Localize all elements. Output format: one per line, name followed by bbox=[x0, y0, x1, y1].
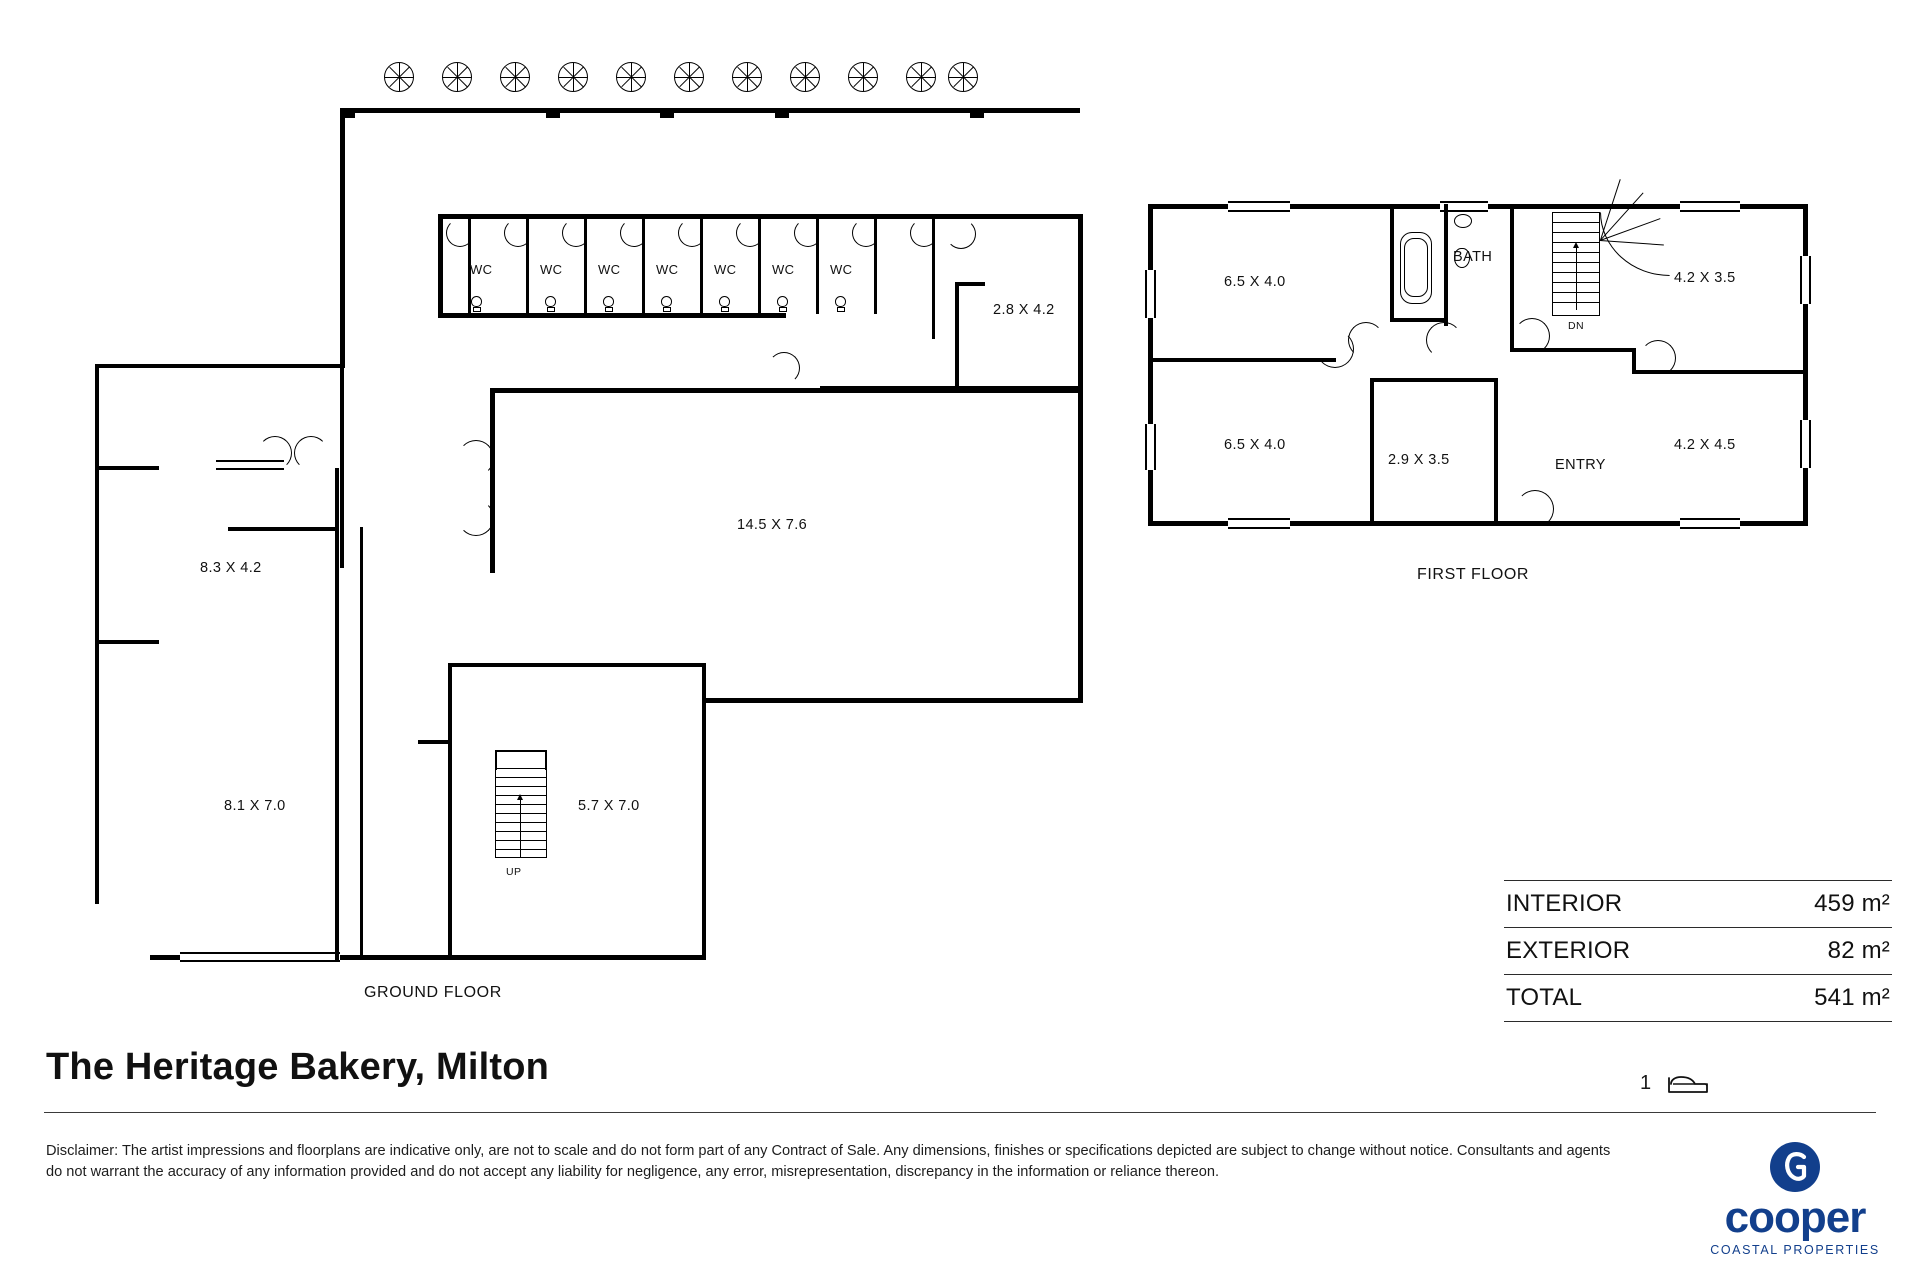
exterior-wall bbox=[706, 698, 1083, 703]
wc-block-wall bbox=[438, 214, 443, 318]
basin-icon bbox=[1454, 214, 1472, 228]
door-arc bbox=[446, 219, 474, 247]
roof-vent-icon bbox=[442, 62, 472, 92]
toilet-icon bbox=[718, 296, 731, 313]
room-label: 8.1 X 7.0 bbox=[224, 798, 286, 814]
stair-direction-line bbox=[520, 800, 521, 858]
first-floor-plan bbox=[1120, 0, 1920, 600]
stair-winder bbox=[495, 750, 547, 752]
wc-block-wall bbox=[1078, 214, 1083, 390]
interior-wall bbox=[490, 388, 1083, 393]
room-label: ENTRY bbox=[1555, 457, 1606, 473]
brand-logo bbox=[1700, 1140, 1890, 1257]
roof-vent-icon bbox=[848, 62, 878, 92]
window bbox=[1145, 424, 1156, 470]
roof-vent-icon bbox=[616, 62, 646, 92]
roof-vent-icon bbox=[948, 62, 978, 92]
interior-wall bbox=[1494, 378, 1498, 526]
hall-curve bbox=[1348, 322, 1384, 358]
bed-icon bbox=[1665, 1068, 1711, 1098]
stair-direction-arrow bbox=[517, 794, 523, 800]
room-label: 14.5 X 7.6 bbox=[737, 517, 808, 533]
exterior-wall bbox=[1078, 388, 1083, 703]
door-arc bbox=[620, 219, 648, 247]
interior-wall bbox=[228, 527, 338, 531]
door-arc bbox=[768, 352, 800, 384]
room-label: WC bbox=[598, 262, 621, 277]
bedroom-count bbox=[1640, 1068, 1711, 1098]
exterior-wall bbox=[95, 644, 99, 904]
room-label: 4.2 X 3.5 bbox=[1674, 270, 1736, 286]
room-label: 5.7 X 7.0 bbox=[578, 798, 640, 814]
exterior-wall bbox=[1803, 204, 1808, 526]
toilet-icon bbox=[834, 296, 847, 313]
roof-tick bbox=[970, 108, 984, 118]
stair-winder bbox=[545, 750, 547, 770]
interior-wall bbox=[340, 368, 344, 568]
roof-vent-icon bbox=[790, 62, 820, 92]
window bbox=[180, 952, 340, 962]
roof-tick bbox=[341, 108, 355, 118]
window bbox=[1145, 270, 1156, 318]
room-label: WC bbox=[772, 262, 795, 277]
door-arc bbox=[258, 436, 292, 470]
roof-vent-icon bbox=[384, 62, 414, 92]
door-arc bbox=[504, 219, 532, 247]
window bbox=[1800, 420, 1811, 468]
area-label: TOTAL bbox=[1506, 984, 1583, 1011]
door-arc bbox=[458, 500, 494, 536]
floor-title-first: FIRST FLOOR bbox=[1417, 566, 1530, 583]
window bbox=[1228, 201, 1290, 212]
window bbox=[1800, 256, 1811, 304]
roof-vent-icon bbox=[906, 62, 936, 92]
interior-wall bbox=[1370, 378, 1374, 526]
door-arc bbox=[852, 219, 880, 247]
door-arc bbox=[910, 219, 938, 247]
exterior-wall bbox=[1148, 204, 1153, 526]
room-label: 4.2 X 4.5 bbox=[1674, 437, 1736, 453]
disclaimer-text: Disclaimer: The artist impressions and floorplans are indicative only, are not to scale and do not form part of any Contract of Sale. Any dimensions, finishes or specifications depicted are subject to change without notice. Consultants and agents do not warrant the accuracy of any information provided and do not accept any liability for negligence, any error, misrepresentation, discrepancy in the information or reliance thereon. bbox=[46, 1143, 1611, 1181]
door-arc bbox=[678, 219, 706, 247]
door-arc bbox=[736, 219, 764, 247]
interior-wall bbox=[1444, 204, 1448, 326]
interior-wall bbox=[418, 740, 452, 744]
roof-tick bbox=[775, 108, 789, 118]
area-value: 541 m² bbox=[1814, 984, 1890, 1011]
ground-floor-plan bbox=[0, 0, 1120, 1010]
interior-wall bbox=[955, 282, 959, 390]
page-title: The Heritage Bakery, Milton bbox=[46, 1046, 550, 1088]
divider bbox=[44, 1112, 1876, 1113]
area-value: 459 m² bbox=[1814, 890, 1890, 917]
door-arc bbox=[946, 219, 976, 249]
room-label: 6.5 X 4.0 bbox=[1224, 437, 1286, 453]
interior-wall bbox=[360, 527, 363, 957]
roof-vent-icon bbox=[558, 62, 588, 92]
area-label: EXTERIOR bbox=[1506, 937, 1631, 964]
interior-wall bbox=[1370, 378, 1498, 382]
toilet-icon bbox=[602, 296, 615, 313]
interior-wall bbox=[1510, 204, 1514, 352]
exterior-wall bbox=[95, 466, 99, 646]
stair-winder bbox=[495, 750, 497, 770]
interior-wall bbox=[1390, 204, 1394, 322]
door-arc bbox=[1516, 490, 1554, 528]
bathtub-icon bbox=[1400, 232, 1432, 304]
exterior-wall bbox=[448, 663, 706, 667]
roof-vent-icon bbox=[732, 62, 762, 92]
room-label: WC bbox=[470, 262, 493, 277]
room-label: 2.8 X 4.2 bbox=[993, 302, 1055, 318]
room-label: WC bbox=[540, 262, 563, 277]
area-value: 82 m² bbox=[1827, 937, 1890, 964]
area-row bbox=[1504, 928, 1892, 975]
roof-tick bbox=[660, 108, 674, 118]
interior-wall bbox=[1148, 358, 1336, 362]
window bbox=[1680, 201, 1740, 212]
bedroom-count-value: 1 bbox=[1640, 1071, 1652, 1094]
interior-wall bbox=[955, 282, 985, 286]
exterior-wall bbox=[448, 955, 706, 960]
stair-direction-arrow bbox=[1573, 242, 1579, 248]
toilet-icon bbox=[776, 296, 789, 313]
toilet-icon bbox=[660, 296, 673, 313]
door-arc bbox=[1640, 340, 1676, 376]
stair-direction-line bbox=[1576, 248, 1577, 310]
roof-vent-icon bbox=[500, 62, 530, 92]
c-monogram-icon bbox=[1768, 1140, 1822, 1194]
door-arc bbox=[294, 436, 328, 470]
stair-label: DN bbox=[1568, 320, 1584, 332]
exterior-wall bbox=[335, 468, 339, 960]
room-label: 6.5 X 4.0 bbox=[1224, 274, 1286, 290]
exterior-wall bbox=[95, 640, 159, 644]
wc-block-wall bbox=[438, 313, 786, 318]
stair-label: UP bbox=[506, 866, 522, 878]
roof-tick bbox=[546, 108, 560, 118]
area-row bbox=[1504, 880, 1892, 928]
floor-title-ground: GROUND FLOOR bbox=[364, 984, 502, 1001]
door-arc bbox=[1426, 322, 1462, 358]
exterior-wall bbox=[340, 108, 345, 368]
exterior-wall bbox=[95, 466, 159, 470]
door-arc bbox=[1514, 318, 1550, 354]
room-label: WC bbox=[656, 262, 679, 277]
door-arc bbox=[458, 440, 494, 476]
door-arc bbox=[562, 219, 590, 247]
exterior-wall bbox=[95, 364, 345, 368]
area-row bbox=[1504, 975, 1892, 1022]
room-label: WC bbox=[714, 262, 737, 277]
interior-wall bbox=[490, 388, 495, 573]
exterior-wall bbox=[702, 663, 706, 958]
room-label: 2.9 X 3.5 bbox=[1388, 452, 1450, 468]
area-label: INTERIOR bbox=[1506, 890, 1623, 917]
door-arc bbox=[794, 219, 822, 247]
exterior-wall bbox=[340, 108, 1080, 113]
brand-name: cooper bbox=[1724, 1193, 1866, 1242]
room-label: WC bbox=[830, 262, 853, 277]
window bbox=[1228, 518, 1290, 529]
brand-tagline: COASTAL PROPERTIES bbox=[1710, 1243, 1880, 1257]
room-label: 8.3 X 4.2 bbox=[200, 560, 262, 576]
toilet-icon bbox=[470, 296, 483, 313]
window bbox=[1680, 518, 1740, 529]
area-summary-table bbox=[1504, 880, 1892, 1022]
exterior-wall bbox=[448, 663, 452, 958]
room-label: BATH bbox=[1453, 249, 1493, 265]
roof-vent-icon bbox=[674, 62, 704, 92]
toilet-icon bbox=[544, 296, 557, 313]
